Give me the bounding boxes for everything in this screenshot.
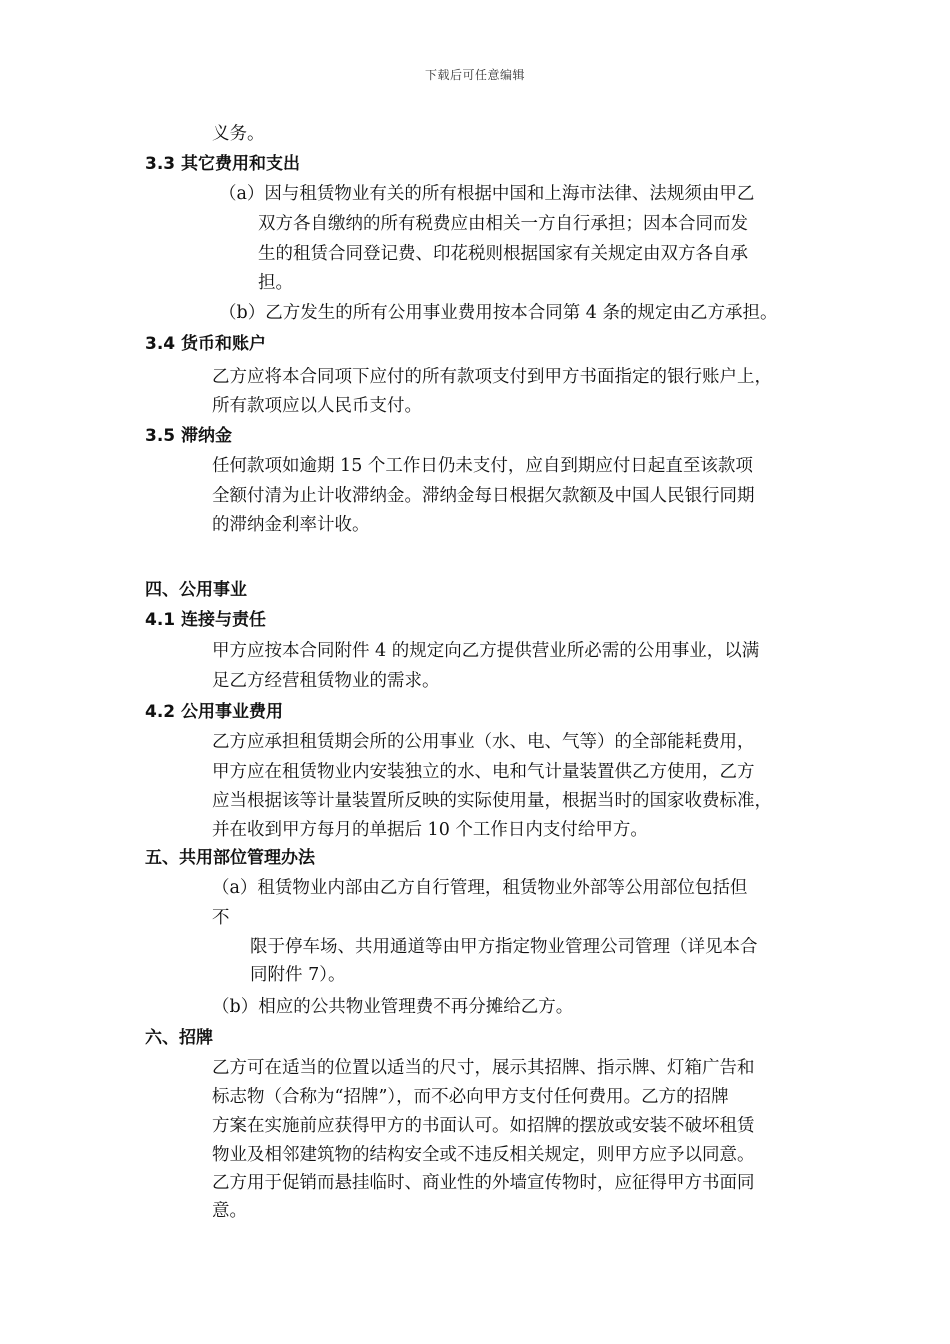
clause-a-line: 限于停车场、共用通道等由甲方指定物业管理公司管理（详见本合 (250, 937, 758, 957)
paragraph-line: 甲方应在租赁物业内安装独立的水、电和气计量装置供乙方使用，乙方 (212, 762, 755, 782)
paragraph-line: 全额付清为止计收滞纳金。滞纳金每日根据欠款额及中国人民银行同期 (212, 486, 755, 506)
section-heading-4-2: 4.2 公用事业费用 (145, 702, 284, 722)
clause-a-line: 不 (212, 908, 230, 928)
paragraph-line: 所有款项应以人民币支付。 (212, 396, 422, 416)
clause-a-line: 双方各自缴纳的所有税费应由相关一方自行承担；因本合同而发 (258, 214, 748, 234)
paragraph-line: 并在收到甲方每月的单据后 10 个工作日内支付给甲方。 (212, 820, 648, 840)
paragraph-line: 乙方用于促销而悬挂临时、商业性的外墙宣传物时，应征得甲方书面同 (212, 1173, 755, 1193)
clause-a-line: （a）租赁物业内部由乙方自行管理，租赁物业外部等公用部位包括但 (212, 878, 748, 898)
section-heading-3-3: 3.3 其它费用和支出 (145, 154, 301, 174)
paragraph-line: 甲方应按本合同附件 4 的规定向乙方提供营业所必需的公用事业，以满 (212, 641, 760, 661)
paragraph-line: 任何款项如逾期 15 个工作日仍未支付，应自到期应付日起直至该款项 (212, 456, 753, 476)
paragraph-line: 的滞纳金利率计收。 (212, 515, 370, 535)
chapter-heading-4: 四、公用事业 (145, 580, 247, 600)
clause-a-line: 担。 (258, 273, 293, 293)
page-header-note: 下载后可任意编辑 (424, 68, 525, 82)
section-heading-3-4: 3.4 货币和账户 (145, 334, 267, 354)
paragraph-line: 乙方可在适当的位置以适当的尺寸，展示其招牌、指示牌、灯箱广告和 (212, 1058, 755, 1078)
chapter-heading-5: 五、共用部位管理办法 (145, 848, 315, 868)
clause-a-line: 生的租赁合同登记费、印花税则根据国家有关规定由双方各自承 (258, 244, 748, 264)
paragraph-line: 乙方应承担租赁期会所的公用事业（水、电、气等）的全部能耗费用， (212, 732, 755, 752)
paragraph-line: 意。 (212, 1201, 247, 1221)
paragraph-line: 物业及相邻建筑物的结构安全或不违反相关规定，则甲方应予以同意。 (212, 1145, 755, 1165)
paragraph-line: 标志物（合称为“招牌”），而不必向甲方支付任何费用。乙方的招牌 (212, 1087, 729, 1107)
chapter-heading-6: 六、招牌 (145, 1028, 213, 1048)
clause-a-line: （a）因与租赁物业有关的所有根据中国和上海市法律、法规须由甲乙 (219, 184, 755, 204)
paragraph-line: 义务。 (212, 124, 265, 144)
section-heading-3-5: 3.5 滞纳金 (145, 426, 233, 446)
section-heading-4-1: 4.1 连接与责任 (145, 610, 267, 630)
clause-b-line: （b）相应的公共物业管理费不再分摊给乙方。 (212, 997, 574, 1017)
paragraph-line: 方案在实施前应获得甲方的书面认可。如招牌的摆放或安装不破坏租赁 (212, 1116, 755, 1136)
paragraph-line: 乙方应将本合同项下应付的所有款项支付到甲方书面指定的银行账户上， (212, 367, 772, 387)
clause-b-line: （b）乙方发生的所有公用事业费用按本合同第 4 条的规定由乙方承担。 (219, 303, 778, 323)
paragraph-line: 足乙方经营租赁物业的需求。 (212, 671, 440, 691)
paragraph-line: 应当根据该等计量装置所反映的实际使用量，根据当时的国家收费标准， (212, 791, 772, 811)
clause-a-line: 同附件 7）。 (250, 965, 346, 985)
